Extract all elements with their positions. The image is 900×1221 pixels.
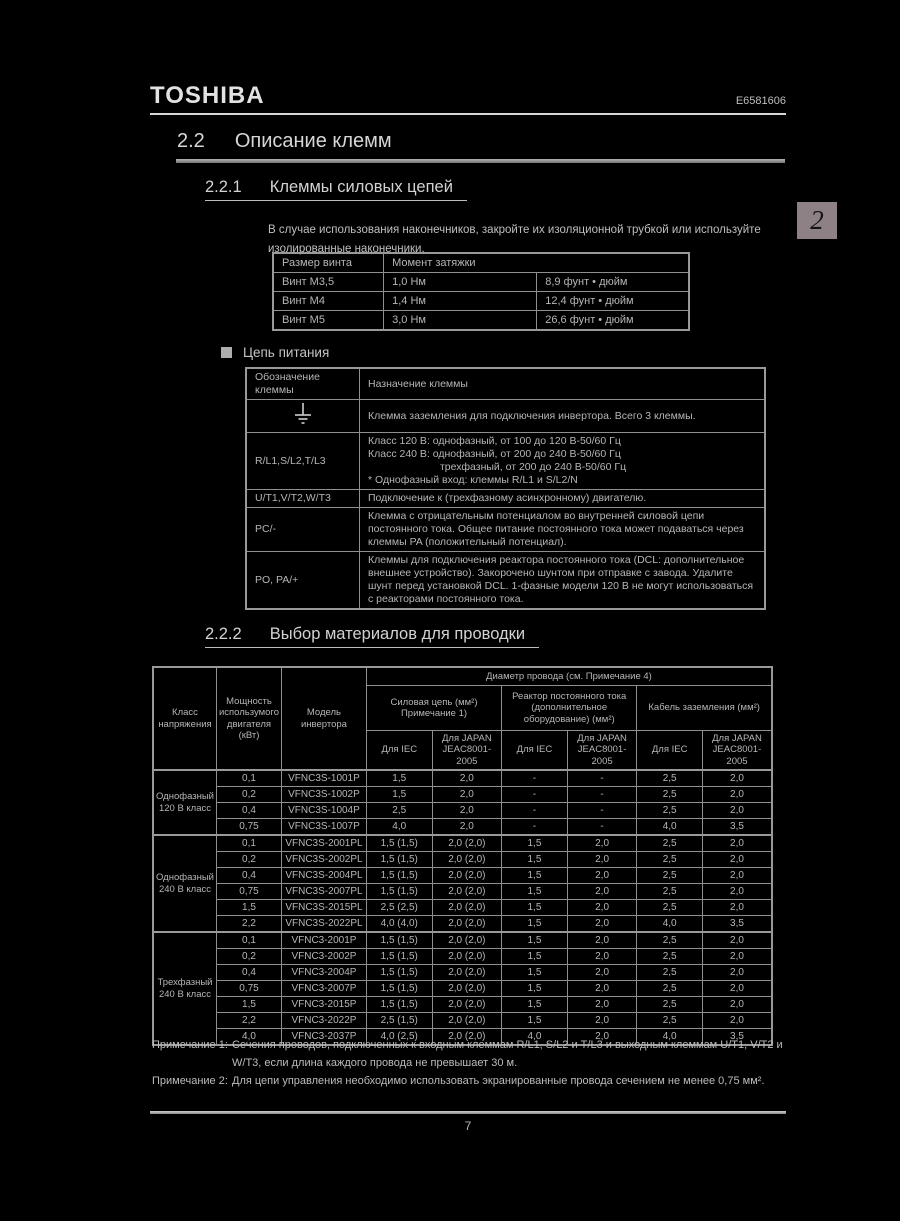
torque-cell: 12,4 фунт • дюйм	[537, 292, 689, 311]
wiring-cell: 1,5 (1,5)	[366, 835, 432, 852]
power-row-rl1	[246, 433, 765, 490]
torque-row	[273, 311, 689, 331]
torque-row	[273, 273, 689, 292]
section-number: 2.2	[177, 130, 205, 152]
wiring-cell: 2,5	[637, 787, 703, 803]
document-number: E6581606	[735, 95, 786, 107]
wiring-table	[152, 666, 773, 1046]
wiring-cell: 0,4	[216, 965, 281, 981]
description-line: Класс 120 В: однофазный, от 100 до 120 В-50/60 Гц	[368, 435, 621, 447]
wiring-cell: 2,0	[702, 981, 772, 997]
wiring-cell: 4,0	[366, 819, 432, 836]
section-title: Описание клемм	[234, 130, 392, 152]
wiring-cell: -	[567, 819, 637, 836]
sub-iec: Для IEC	[366, 731, 432, 771]
wiring-cell: 1,5 (1,5)	[366, 868, 432, 884]
wiring-row	[153, 1013, 772, 1029]
wiring-row	[153, 868, 772, 884]
wiring-table-body	[153, 770, 772, 1045]
group-ground-cable: Кабель заземления (мм²)	[637, 686, 772, 731]
power-row-ground	[246, 400, 765, 433]
wiring-row	[153, 932, 772, 949]
wiring-cell: 0,4	[216, 868, 281, 884]
wiring-cell: 2,0	[432, 803, 501, 819]
torque-cell: Винт М3,5	[273, 273, 384, 292]
chapter-tab	[797, 202, 837, 239]
wiring-cell: 1,5	[366, 787, 432, 803]
wiring-cell: 2,0	[702, 932, 772, 949]
sub-japan: Для JAPAN JEAC8001-2005	[567, 731, 637, 771]
inverter-model-cell: VFNC3S-2007PL	[282, 884, 367, 900]
wiring-cell: 2,0	[702, 949, 772, 965]
description-line: Класс 240 В: однофазный, от 200 до 240 В-50/60 Гц	[368, 448, 621, 460]
wiring-cell: 1,5	[216, 997, 281, 1013]
wiring-row	[153, 787, 772, 803]
wiring-cell: 2,2	[216, 916, 281, 933]
wiring-cell: 2,0 (2,0)	[432, 981, 501, 997]
torque-header-row	[273, 253, 689, 273]
torque-table	[272, 252, 690, 331]
notes-block	[152, 1036, 788, 1090]
intro-paragraph: В случае использования наконечников, закройте их изоляционной трубкой или используйте изолированные наконечники.	[268, 224, 761, 255]
sub-japan: Для JAPAN JEAC8001-2005	[702, 731, 772, 771]
wiring-cell: 1,5 (1,5)	[366, 932, 432, 949]
wiring-cell: 0,1	[216, 835, 281, 852]
wiring-cell: 2,5	[637, 965, 703, 981]
wiring-cell: 1,5	[502, 868, 568, 884]
terminal-description: Клемма с отрицательным потенциалом во внутренней силовой цепи постоянного тока. Общее питание постоянного тока может подаваться через клеммы PA (положительный потенциал).	[360, 508, 766, 552]
torque-cell: 8,9 фунт • дюйм	[537, 273, 689, 292]
note-label: Примечание 1:	[152, 1039, 228, 1051]
inverter-model-cell: VFNC3S-2002PL	[282, 852, 367, 868]
power-circuit-heading	[221, 345, 329, 360]
wiring-header-row-1	[153, 667, 772, 686]
wiring-cell: 2,2	[216, 1013, 281, 1029]
terminal-name: R/L1,S/L2,T/L3	[246, 433, 360, 490]
terminal-name: U/T1,V/T2,W/T3	[246, 490, 360, 508]
power-circuit-table	[245, 367, 766, 610]
wiring-cell: 2,0	[567, 868, 637, 884]
square-bullet-icon	[221, 347, 232, 358]
wiring-cell: 2,0 (2,0)	[432, 835, 501, 852]
wiring-cell: 2,0 (2,0)	[432, 884, 501, 900]
wiring-cell: 2,5	[637, 900, 703, 916]
wiring-cell: 1,5 (1,5)	[366, 949, 432, 965]
subsection-title: Выбор материалов для проводки	[269, 625, 526, 643]
wiring-cell: 2,0	[432, 770, 501, 787]
torque-cell: 1,4 Нм	[384, 292, 537, 311]
wiring-cell: 3,5	[702, 916, 772, 933]
torque-col2-header: Момент затяжки	[384, 253, 689, 273]
wiring-cell: 2,0 (2,0)	[432, 852, 501, 868]
wiring-cell: 2,0	[702, 803, 772, 819]
inverter-model-cell: VFNC3-2007P	[282, 981, 367, 997]
wiring-cell: 4,0 (4,0)	[366, 916, 432, 933]
wiring-cell: 2,0	[702, 997, 772, 1013]
wiring-cell: 2,0 (2,0)	[432, 900, 501, 916]
wiring-cell: 1,5	[502, 835, 568, 852]
inverter-model-cell: VFNC3S-2004PL	[282, 868, 367, 884]
description-line: трехфазный, от 200 до 240 В-50/60 Гц	[440, 461, 627, 473]
wiring-cell: 1,5	[502, 981, 568, 997]
wiring-cell: 1,5	[502, 949, 568, 965]
wiring-cell: 3,5	[702, 819, 772, 836]
wiring-cell: 2,0	[567, 916, 637, 933]
wiring-cell: 2,0	[567, 1029, 637, 1046]
col-inverter-model: Модель инвертора	[282, 667, 367, 770]
power-circuit-label: Цепь питания	[243, 345, 330, 360]
wiring-cell: 2,0	[432, 787, 501, 803]
wiring-cell: 2,5	[637, 1013, 703, 1029]
inverter-model-cell: VFNC3S-2001PL	[282, 835, 367, 852]
wiring-cell: -	[502, 787, 568, 803]
inverter-model-cell: VFNC3S-1001P	[282, 770, 367, 787]
wiring-cell: 2,0	[702, 852, 772, 868]
wiring-cell: 2,0 (2,0)	[432, 1013, 501, 1029]
wiring-cell: 0,75	[216, 884, 281, 900]
torque-cell: Винт М5	[273, 311, 384, 331]
wiring-cell: 4,0	[637, 916, 703, 933]
wiring-row	[153, 803, 772, 819]
wiring-cell: 2,0	[567, 852, 637, 868]
subsection-number: 2.2.2	[205, 625, 242, 643]
subsection-heading-2-2-2	[205, 625, 539, 648]
wiring-row	[153, 997, 772, 1013]
wiring-cell: 1,5 (1,5)	[366, 965, 432, 981]
wiring-row	[153, 965, 772, 981]
subsection-title: Клеммы силовых цепей	[269, 178, 453, 196]
wiring-cell: 2,5	[637, 803, 703, 819]
terminal-description: Подключение к (трехфазному асинхронному) двигателю.	[360, 490, 766, 508]
wiring-cell: 0,1	[216, 770, 281, 787]
wire-diameter-span-header: Диаметр провода (см. Примечание 4)	[366, 667, 772, 686]
wiring-cell: 4,0	[502, 1029, 568, 1046]
group-power-circuit: Силовая цепь (мм²) Примечание 1)	[366, 686, 501, 731]
wiring-cell: 1,5	[502, 997, 568, 1013]
voltage-class-label: Однофазный 120 В класс	[153, 770, 216, 835]
inverter-model-cell: VFNC3S-2022PL	[282, 916, 367, 933]
wiring-cell: 0,2	[216, 852, 281, 868]
inverter-model-cell: VFNC3S-1007P	[282, 819, 367, 836]
sub-japan: Для JAPAN JEAC8001-2005	[432, 731, 501, 771]
wiring-cell: 2,5	[637, 981, 703, 997]
note-label: Примечание 2:	[152, 1075, 228, 1087]
wiring-cell: 2,0	[567, 900, 637, 916]
wiring-cell: 2,0	[567, 997, 637, 1013]
wiring-cell: 4,0 (2,5)	[366, 1029, 432, 1046]
note-2	[152, 1072, 788, 1090]
inverter-model-cell: VFNC3-2022P	[282, 1013, 367, 1029]
note-1	[152, 1036, 788, 1072]
wiring-cell: 2,5	[637, 868, 703, 884]
wiring-cell: 2,5	[637, 949, 703, 965]
wiring-cell: 1,5	[502, 932, 568, 949]
wiring-row	[153, 770, 772, 787]
wiring-cell: 2,0	[567, 884, 637, 900]
wiring-cell: 1,5 (1,5)	[366, 852, 432, 868]
wiring-cell: 2,5	[366, 803, 432, 819]
wiring-cell: 2,0 (2,0)	[432, 997, 501, 1013]
power-col2-header: Назначение клеммы	[360, 368, 766, 400]
power-row-ut1	[246, 490, 765, 508]
col-motor-power: Мощность использумого двигателя (кВт)	[216, 667, 281, 770]
ground-icon	[292, 402, 314, 426]
terminal-name: PC/-	[246, 508, 360, 552]
wiring-cell: 2,0	[702, 787, 772, 803]
wiring-cell: 4,0	[637, 1029, 703, 1046]
wiring-cell: -	[502, 819, 568, 836]
wiring-cell: 1,5	[502, 965, 568, 981]
wiring-cell: 2,0 (2,0)	[432, 868, 501, 884]
wiring-row	[153, 900, 772, 916]
wiring-cell: -	[502, 803, 568, 819]
voltage-class-label: Трехфазный 240 В класс	[153, 932, 216, 1045]
torque-row	[273, 292, 689, 311]
description-line: * Однофазный вход: клеммы R/L1 и S/L2/N	[368, 474, 578, 486]
power-header-row	[246, 368, 765, 400]
wiring-cell: 4,0	[216, 1029, 281, 1046]
inverter-model-cell: VFNC3-2015P	[282, 997, 367, 1013]
wiring-cell: 2,0	[567, 949, 637, 965]
wiring-cell: -	[567, 770, 637, 787]
wiring-cell: 1,5	[366, 770, 432, 787]
terminal-description	[360, 433, 766, 490]
wiring-cell: 2,0	[567, 965, 637, 981]
wiring-row	[153, 819, 772, 836]
col-voltage-class: Класс напряжения	[153, 667, 216, 770]
wiring-cell: 2,5	[637, 770, 703, 787]
wiring-cell: 1,5	[502, 884, 568, 900]
sub-iec: Для IEC	[502, 731, 568, 771]
wiring-cell: 2,0	[702, 965, 772, 981]
inverter-model-cell: VFNC3-2001P	[282, 932, 367, 949]
wiring-cell: 0,2	[216, 787, 281, 803]
wiring-cell: 2,0	[702, 770, 772, 787]
wiring-row	[153, 916, 772, 933]
terminal-name: PO, PA/+	[246, 552, 360, 610]
note-text: Сечения проводов, подключенных к входным клеммам R/L1, S/L2 и T/L3 и выходным клеммам U/T1, V/T2 и W/T3, если длина каждого провода не превышает 30 м.	[232, 1039, 783, 1069]
group-dc-reactor: Реактор постоянного тока (дополнительное оборудование) (мм²)	[502, 686, 637, 731]
wiring-cell: 2,5	[637, 997, 703, 1013]
wiring-cell: 1,5	[502, 900, 568, 916]
toshiba-logo: TOSHIBA	[150, 82, 265, 109]
wiring-cell: 2,5	[637, 884, 703, 900]
torque-table-body	[273, 273, 689, 331]
wiring-cell: 1,5	[502, 1013, 568, 1029]
header-rule	[150, 113, 786, 115]
wiring-cell: 2,0 (2,0)	[432, 916, 501, 933]
wiring-cell: 0,4	[216, 803, 281, 819]
wiring-cell: 2,0	[567, 1013, 637, 1029]
torque-cell: 1,0 Нм	[384, 273, 537, 292]
wiring-cell: 1,5 (1,5)	[366, 997, 432, 1013]
wiring-cell: 0,75	[216, 819, 281, 836]
wiring-cell: 2,0	[567, 981, 637, 997]
wiring-cell: -	[567, 787, 637, 803]
wiring-cell: 1,5	[502, 852, 568, 868]
wiring-row	[153, 852, 772, 868]
section-heading-2-2	[177, 130, 392, 153]
power-row-pc	[246, 508, 765, 552]
wiring-row	[153, 884, 772, 900]
wiring-cell: 1,5	[502, 916, 568, 933]
wiring-cell: 2,0 (2,0)	[432, 965, 501, 981]
wiring-cell: 2,0	[567, 835, 637, 852]
wiring-cell: 0,1	[216, 932, 281, 949]
inverter-model-cell: VFNC3-2037P	[282, 1029, 367, 1046]
wiring-cell: 1,5 (1,5)	[366, 981, 432, 997]
wiring-cell: 1,5	[216, 900, 281, 916]
wiring-row	[153, 949, 772, 965]
torque-col1-header: Размер винта	[273, 253, 384, 273]
inverter-model-cell: VFNC3S-2015PL	[282, 900, 367, 916]
wiring-cell: 3,5	[702, 1029, 772, 1046]
subsection-number: 2.2.1	[205, 178, 242, 196]
inverter-model-cell: VFNC3S-1002P	[282, 787, 367, 803]
wiring-cell: -	[502, 770, 568, 787]
footer-rule	[150, 1111, 786, 1114]
terminal-description: Клемма заземления для подключения инвертора. Всего 3 клеммы.	[360, 400, 766, 433]
wiring-cell: 2,5	[637, 852, 703, 868]
wiring-cell: 2,0	[432, 819, 501, 836]
wiring-cell: 4,0	[637, 819, 703, 836]
wiring-cell: 2,0 (2,0)	[432, 932, 501, 949]
wiring-cell: 2,0	[702, 1013, 772, 1029]
wiring-cell: 2,5 (2,5)	[366, 900, 432, 916]
inverter-model-cell: VFNC3-2002P	[282, 949, 367, 965]
terminal-description: Клеммы для подключения реактора постоянного тока (DCL: дополнительное внешнее устройство). Закорочено шунтом при отправке с завода. Удалите шунт перед установкой DCL. 1-фазные модели 120 В не могут использоваться с реакторами постоянного тока.	[360, 552, 766, 610]
wiring-cell: 2,5	[637, 932, 703, 949]
page-number: 7	[464, 1119, 472, 1133]
wiring-cell: 2,0 (2,0)	[432, 949, 501, 965]
wiring-cell: -	[567, 803, 637, 819]
wiring-cell: 2,5 (1,5)	[366, 1013, 432, 1029]
torque-cell: 3,0 Нм	[384, 311, 537, 331]
wiring-cell: 2,0 (2,0)	[432, 1029, 501, 1046]
wiring-cell: 2,0	[702, 868, 772, 884]
inverter-model-cell: VFNC3S-1004P	[282, 803, 367, 819]
subsection-heading-2-2-1	[205, 178, 467, 201]
wiring-cell: 2,0	[702, 835, 772, 852]
power-col1-header: Обозначение клеммы	[246, 368, 360, 400]
power-row-po	[246, 552, 765, 610]
sub-iec: Для IEC	[637, 731, 703, 771]
note-text: Для цепи управления необходимо использовать экранированные провода сечением не менее 0,75 мм².	[232, 1075, 765, 1087]
inverter-model-cell: VFNC3-2004P	[282, 965, 367, 981]
wiring-cell: 0,2	[216, 949, 281, 965]
torque-cell: Винт М4	[273, 292, 384, 311]
wiring-cell: 2,0	[702, 900, 772, 916]
wiring-cell: 2,5	[637, 835, 703, 852]
wiring-row	[153, 835, 772, 852]
wiring-cell: 1,5 (1,5)	[366, 884, 432, 900]
wiring-row	[153, 981, 772, 997]
wiring-cell: 2,0	[567, 932, 637, 949]
chapter-number: 2	[810, 205, 824, 235]
torque-cell: 26,6 фунт • дюйм	[537, 311, 689, 331]
wiring-cell: 0,75	[216, 981, 281, 997]
section-heading-rule	[176, 159, 785, 163]
wiring-cell: 2,0	[702, 884, 772, 900]
voltage-class-label: Однофазный 240 В класс	[153, 835, 216, 932]
